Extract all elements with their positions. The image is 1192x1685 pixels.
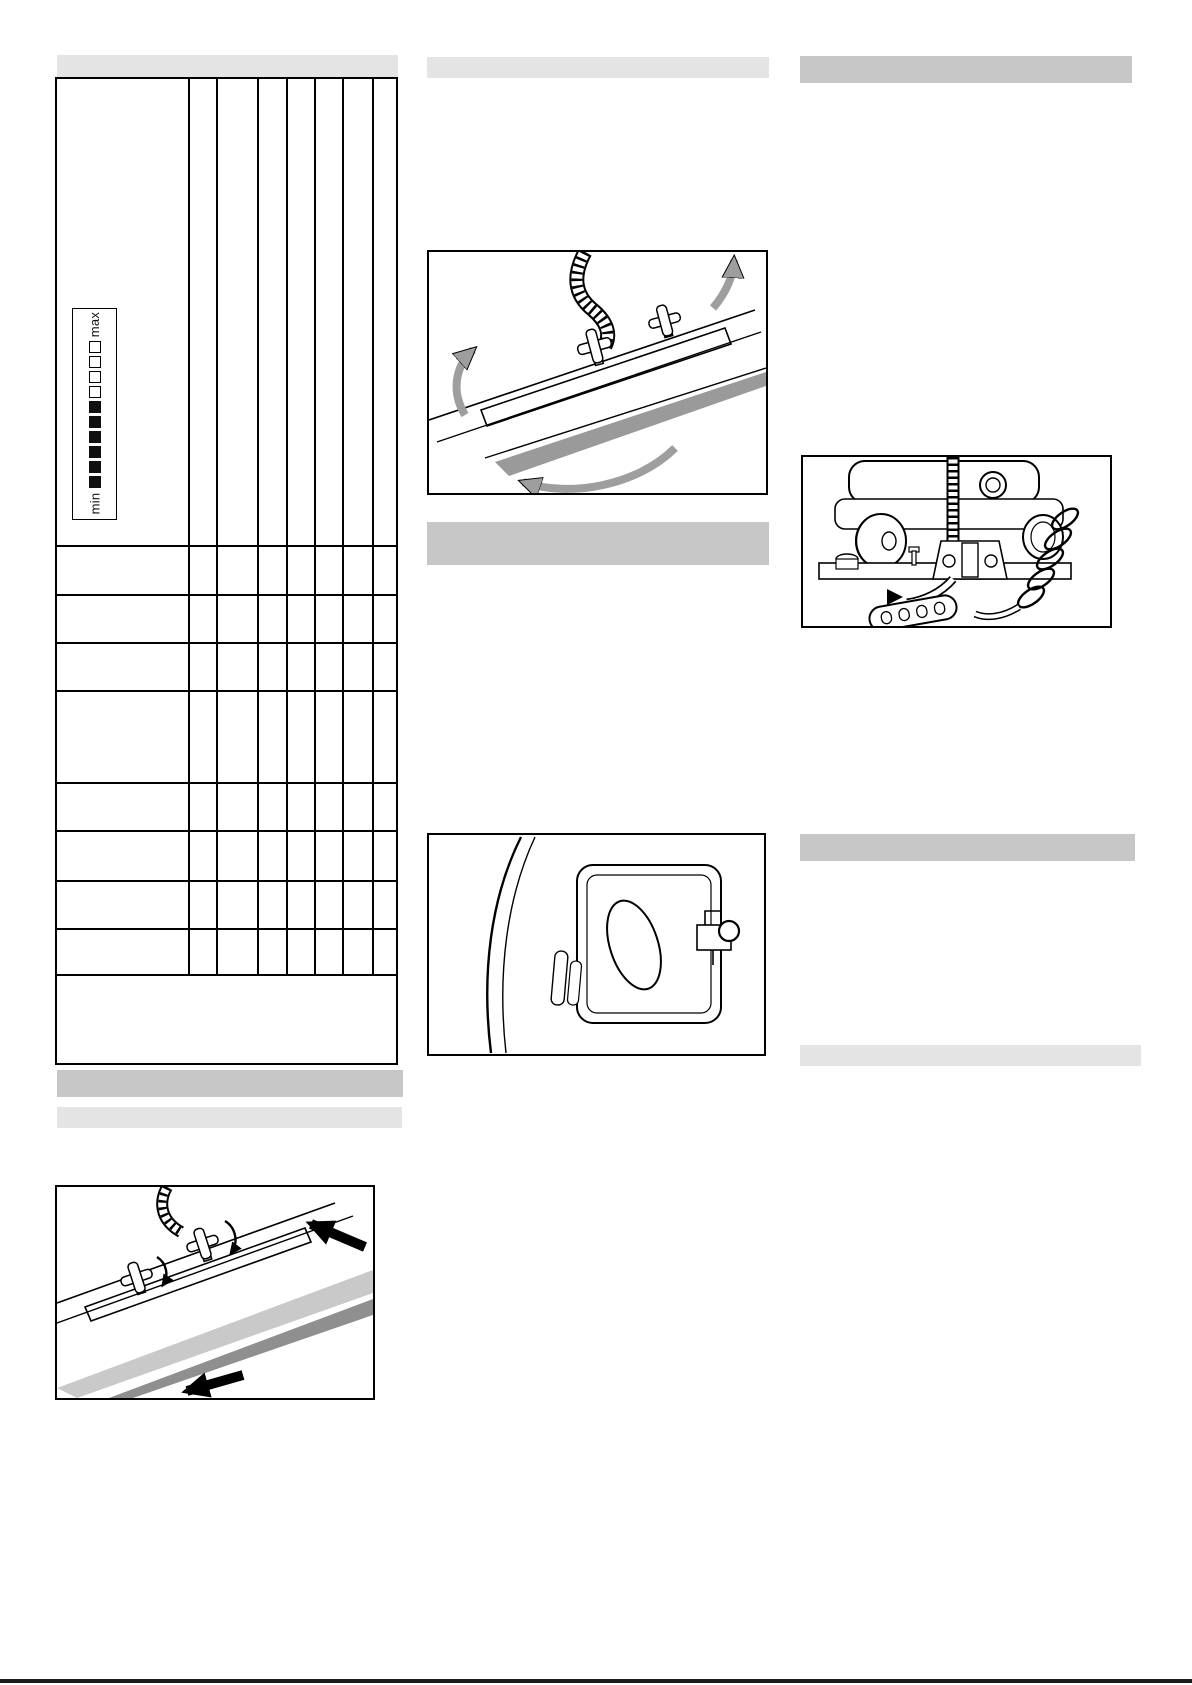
table-column-line: [216, 79, 218, 974]
battery-max-label: max: [87, 311, 102, 338]
table-row-line: [57, 974, 396, 976]
squeegee-tilt-illustration: [429, 252, 766, 493]
table-row-line: [57, 782, 396, 784]
tank-opening-illustration: [429, 835, 764, 1054]
battery-charge-indicator: [72, 308, 117, 520]
figure-box-machine-rear: [801, 455, 1112, 628]
battery-segment-empty: [89, 341, 101, 353]
battery-min-label: min: [86, 492, 102, 515]
specifications-table: [55, 77, 398, 1065]
battery-segment-filled: [89, 461, 101, 473]
battery-segment-empty: [89, 371, 101, 383]
table-row-line: [57, 642, 396, 644]
table-row-line: [57, 690, 396, 692]
table-column-line: [342, 79, 344, 974]
table-row-line: [57, 880, 396, 882]
figure-box-squeegee-tilt: [427, 250, 768, 495]
page-bottom-rule: [0, 1679, 1192, 1683]
battery-segment-empty: [89, 386, 101, 398]
section-heading-bar-right-2: [800, 834, 1135, 861]
figure-box-squeegee-blade-removal: [55, 1185, 375, 1400]
squeegee-blade-removal-illustration: [57, 1187, 373, 1398]
table-column-line: [257, 79, 259, 974]
table-column-line: [286, 79, 288, 974]
section-heading-bar-right-3: [800, 1045, 1141, 1066]
battery-segment-filled: [89, 446, 101, 458]
table-row-line: [57, 594, 396, 596]
table-row-line: [57, 545, 396, 547]
table-row-line: [57, 928, 396, 930]
battery-segment-filled: [89, 416, 101, 428]
battery-segment-filled: [89, 401, 101, 413]
section-heading-bar-mid: [427, 522, 769, 565]
battery-segment-empty: [89, 356, 101, 368]
battery-segments: [89, 341, 101, 488]
section-heading-bar-left-light: [57, 1107, 402, 1128]
machine-rear-illustration: [803, 457, 1110, 626]
section-heading-bar-left-dark: [57, 1070, 403, 1097]
table-column-line: [188, 79, 190, 974]
table-column-line: [314, 79, 316, 974]
section-heading-bar-left-top: [57, 55, 398, 77]
battery-segment-filled: [89, 476, 101, 488]
battery-segment-filled: [89, 431, 101, 443]
table-column-line: [372, 79, 374, 974]
table-row-line: [57, 830, 396, 832]
section-heading-bar-right-top: [800, 56, 1132, 83]
section-heading-bar-mid-top: [427, 57, 769, 78]
figure-box-tank-opening: [427, 833, 766, 1056]
